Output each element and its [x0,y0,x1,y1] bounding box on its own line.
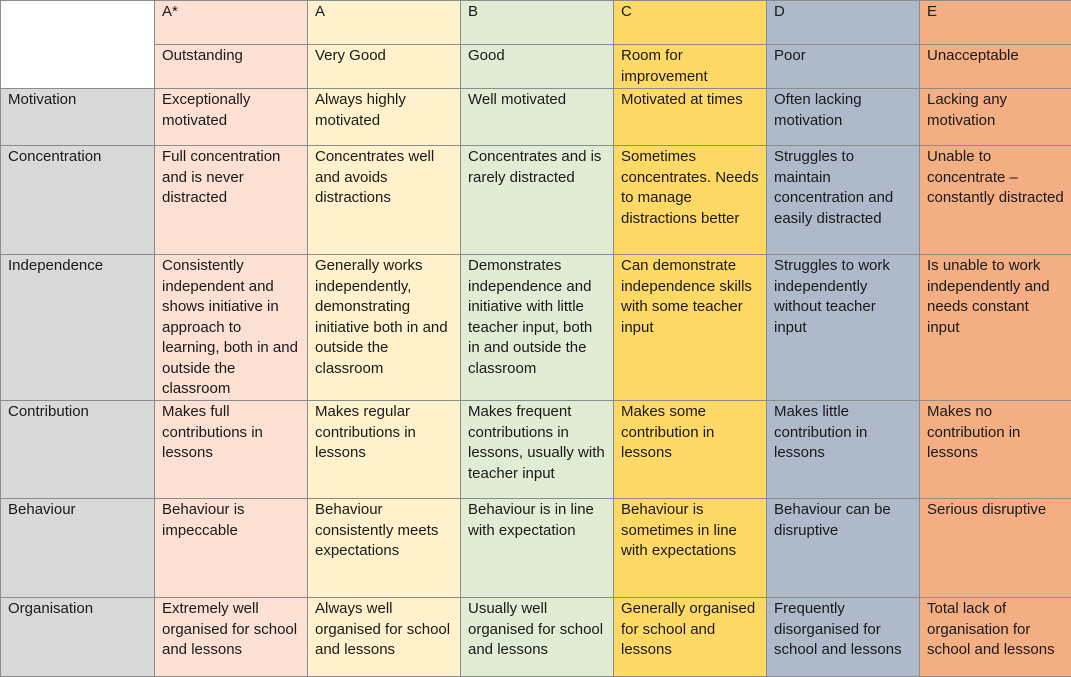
cell-concentration-e: Unable to concentrate – constantly distracted [920,146,1071,255]
row-label-concentration: Concentration [1,146,155,255]
grade-c: C [614,1,767,45]
grade-b: B [461,1,614,45]
cell-behaviour-d: Behaviour can be disruptive [767,499,920,598]
cell-organisation-c: Generally organised for school and lessons [614,598,767,677]
cell-contribution-d: Makes little contribution in lessons [767,401,920,499]
row-concentration [1,146,1071,255]
grade-header-row [1,1,1071,45]
cell-motivation-e: Lacking any motivation [920,89,1071,146]
cell-concentration-b: Concentrates and is rarely distracted [461,146,614,255]
cell-contribution-c: Makes some contribution in lessons [614,401,767,499]
cell-behaviour-a: Behaviour consistently meets expectations [308,499,461,598]
cell-independence-b: Demonstrates independence and initiative with little teacher input, both in and outside the classroom [461,255,614,401]
cell-contribution-e: Makes no contribution in lessons [920,401,1071,499]
cell-concentration-c: Sometimes concentrates. Needs to manage distractions better [614,146,767,255]
cell-motivation-a: Always highly motivated [308,89,461,146]
grade-a: A [308,1,461,45]
cell-organisation-b: Usually well organised for school and lessons [461,598,614,677]
descriptor-a-star: Outstanding [155,45,308,89]
cell-organisation-a-star: Extremely well organised for school and lessons [155,598,308,677]
row-label-contribution: Contribution [1,401,155,499]
row-organisation [1,598,1071,677]
cell-motivation-b: Well motivated [461,89,614,146]
descriptor-a: Very Good [308,45,461,89]
cell-concentration-a: Concentrates well and avoids distractions [308,146,461,255]
row-label-independence: Independence [1,255,155,401]
cell-behaviour-e: Serious disruptive [920,499,1071,598]
row-label-organisation: Organisation [1,598,155,677]
cell-organisation-e: Total lack of organisation for school and lessons [920,598,1071,677]
row-motivation [1,89,1071,146]
descriptor-c: Room for improvement [614,45,767,89]
cell-motivation-c: Motivated at times [614,89,767,146]
row-label-motivation: Motivation [1,89,155,146]
row-contribution [1,401,1071,499]
cell-behaviour-b: Behaviour is in line with expectation [461,499,614,598]
cell-organisation-d: Frequently disorganised for school and lessons [767,598,920,677]
cell-contribution-a-star: Makes full contributions in lessons [155,401,308,499]
cell-contribution-b: Makes frequent contributions in lessons, usually with teacher input [461,401,614,499]
row-behaviour [1,499,1071,598]
descriptor-row [1,45,1071,89]
cell-contribution-a: Makes regular contributions in lessons [308,401,461,499]
grade-a-star: A* [155,1,308,45]
grade-d: D [767,1,920,45]
cell-behaviour-a-star: Behaviour is impeccable [155,499,308,598]
cell-organisation-a: Always well organised for school and lessons [308,598,461,677]
grade-e: E [920,1,1071,45]
cell-independence-e: Is unable to work independently and needs constant input [920,255,1071,401]
cell-motivation-a-star: Exceptionally motivated [155,89,308,146]
cell-concentration-d: Struggles to maintain concentration and easily distracted [767,146,920,255]
cell-behaviour-c: Behaviour is sometimes in line with expectations [614,499,767,598]
cell-independence-a: Generally works independently, demonstrating initiative both in and outside the classroom [308,255,461,401]
cell-independence-c: Can demonstrate independence skills with some teacher input [614,255,767,401]
cell-independence-a-star: Consistently independent and shows initiative in approach to learning, both in and outside the classroom [155,255,308,401]
row-independence [1,255,1071,401]
descriptor-e: Unacceptable [920,45,1071,89]
cell-concentration-a-star: Full concentration and is never distracted [155,146,308,255]
corner-cell [1,1,155,89]
cell-motivation-d: Often lacking motivation [767,89,920,146]
cell-independence-d: Struggles to work independently without teacher input [767,255,920,401]
descriptor-d: Poor [767,45,920,89]
descriptor-b: Good [461,45,614,89]
row-label-behaviour: Behaviour [1,499,155,598]
